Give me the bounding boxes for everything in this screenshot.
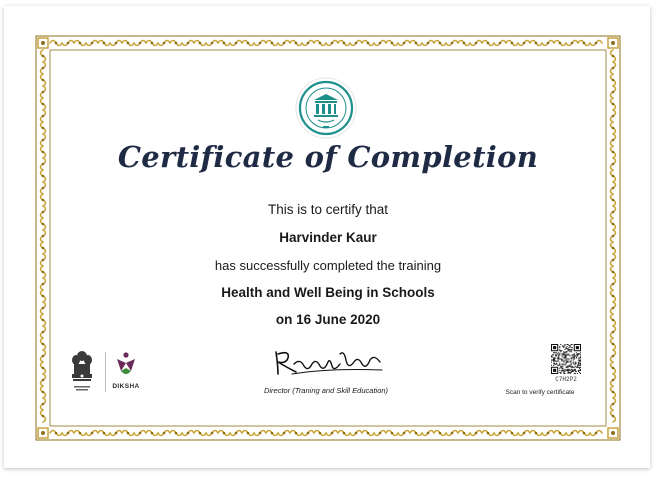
scan-caption: Scan to verify certificate: [505, 389, 575, 396]
certificate-title: Certificate of Completion: [117, 140, 539, 174]
course-name: Health and Well Being in Schools: [221, 285, 435, 300]
qr-code-text: C7H2P2: [555, 376, 577, 383]
national-emblem-icon: [66, 348, 98, 396]
qr-code-icon[interactable]: [551, 344, 581, 374]
completed-line: has successfully completed the training: [214, 258, 442, 273]
signatory-title: Director (Traning and Skill Education): [263, 386, 389, 395]
diksha-logo-icon: [115, 351, 137, 377]
completion-date: on 16 June 2020: [275, 312, 381, 327]
certify-line: This is to certify that: [267, 202, 389, 217]
signature-image: [270, 346, 388, 380]
diksha-label: DIKSHA: [112, 383, 140, 390]
cbse-seal-icon: [294, 76, 358, 140]
recipient-name: Harvinder Kaur: [279, 230, 377, 245]
